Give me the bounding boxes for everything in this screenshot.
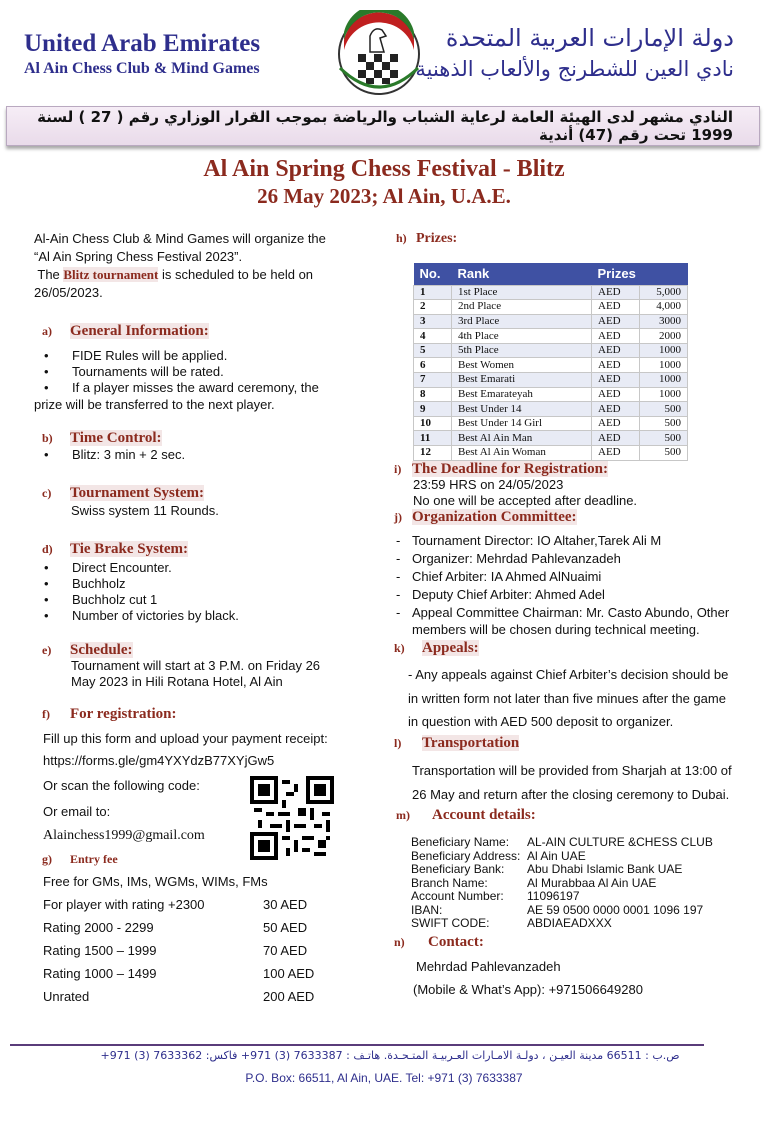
section-deadline: i) The Deadline for Registration: bbox=[394, 461, 608, 477]
prize-cell-amt: 3000 bbox=[640, 314, 688, 329]
section-schedule: e) Schedule: bbox=[42, 642, 133, 658]
schedule-text: Tournament will start at 3 P.M. on Friday 26 May 2023 in Hili Rotana Hotel, Al Ain bbox=[71, 658, 321, 689]
prize-row bbox=[414, 329, 688, 344]
prize-cell-amt: 1000 bbox=[640, 373, 688, 388]
prize-cell-rank: 3rd Place bbox=[452, 314, 592, 329]
list-item: • If a player misses the award ceremony, the bbox=[34, 380, 364, 396]
prize-row bbox=[414, 402, 688, 417]
account-key: Beneficiary Name: bbox=[411, 835, 510, 849]
account-table bbox=[411, 836, 713, 931]
prize-cell-no: 7 bbox=[414, 373, 452, 388]
prize-cell-amt: 500 bbox=[640, 402, 688, 417]
prize-cell-cur: AED bbox=[592, 300, 640, 315]
contact-phone: (Mobile & What’s App): +971506649280 bbox=[413, 982, 643, 997]
footer-divider bbox=[10, 1044, 704, 1046]
general-tail: prize will be transferred to the next player. bbox=[34, 397, 275, 412]
prize-cell-no: 8 bbox=[414, 387, 452, 402]
prize-cell-rank: 2nd Place bbox=[452, 300, 592, 315]
prize-cell-no: 11 bbox=[414, 431, 452, 446]
account-key: Account Number: bbox=[411, 889, 504, 903]
festival-date: 26 May 2023; Al Ain, U.A.E. bbox=[257, 184, 511, 208]
header-ar-subtitle: نادي العين للشطرنج والألعاب الذهنية bbox=[415, 57, 734, 81]
fee-label: Rating 1000 – 1499 bbox=[43, 966, 157, 981]
prize-cell-rank: Best Emarateyah bbox=[452, 387, 592, 402]
account-value: ABDIAEADXXX bbox=[527, 916, 612, 930]
prize-cell-cur: AED bbox=[592, 402, 640, 417]
prize-cell-rank: 5th Place bbox=[452, 343, 592, 358]
prize-cell-cur: AED bbox=[592, 446, 640, 461]
registration-scan: Or scan the following code: bbox=[43, 778, 200, 793]
list-item: • Buchholz cut 1 bbox=[34, 592, 239, 608]
intro-text bbox=[34, 230, 364, 302]
account-key: Beneficiary Address: bbox=[411, 848, 521, 863]
prize-cell-rank: 4th Place bbox=[452, 329, 592, 344]
prize-cell-amt: 1000 bbox=[640, 343, 688, 358]
account-value: Al Ain UAE bbox=[527, 848, 586, 863]
prize-cell-cur: AED bbox=[592, 343, 640, 358]
prize-cell-no: 6 bbox=[414, 358, 452, 373]
chess-logo-icon bbox=[330, 10, 428, 102]
fee-amount: 100 AED bbox=[263, 966, 315, 981]
account-value: AE 59 0500 0000 0001 1096 197 bbox=[527, 902, 704, 917]
intro-line: “Al Ain Spring Chess Festival 2023”. bbox=[34, 249, 243, 264]
intro-line: The Blitz tournament is scheduled to be held on bbox=[34, 267, 314, 282]
committee-list bbox=[394, 532, 764, 622]
registration-email[interactable]: Alainchess1999@gmail.com bbox=[43, 828, 205, 843]
prize-cell-rank: Best Al Ain Man bbox=[452, 431, 592, 446]
fee-amount: 70 AED bbox=[263, 943, 308, 958]
fee-amount: 200 AED bbox=[263, 989, 315, 1004]
list-item: - Tournament Director: IO Altaher,Tarek Ali M bbox=[394, 532, 764, 550]
fee-row bbox=[43, 962, 314, 985]
system-text: Swiss system 11 Rounds. bbox=[71, 503, 219, 518]
prize-cell-no: 4 bbox=[414, 329, 452, 344]
intro-line: 26/05/2023. bbox=[34, 285, 103, 300]
account-row bbox=[411, 904, 713, 918]
list-item: • Direct Encounter. bbox=[34, 560, 239, 576]
time-control-list bbox=[34, 447, 185, 463]
registration-banner: النادي مشهر لدى الهيئة العامة لرعاية الشباب والرياضة بموجب القرار الوزاري رقم ( 27 ) لسنة 1999 تحت رقم (47) أندية bbox=[6, 106, 760, 146]
prize-cell-no: 3 bbox=[414, 314, 452, 329]
fee-label: Rating 1500 – 1999 bbox=[43, 943, 157, 958]
prize-cell-amt: 500 bbox=[640, 416, 688, 431]
prize-cell-cur: AED bbox=[592, 314, 640, 329]
account-row bbox=[411, 863, 713, 877]
section-system: c) Tournament System: bbox=[42, 485, 205, 501]
general-list bbox=[34, 348, 364, 396]
section-general: a) General Information: bbox=[42, 323, 209, 339]
prize-row bbox=[414, 373, 688, 388]
account-row bbox=[411, 890, 713, 904]
section-committee: j) Organization Committee: bbox=[394, 509, 577, 525]
fee-amount: 30 AED bbox=[263, 897, 308, 912]
prize-cell-cur: AED bbox=[592, 373, 640, 388]
account-key: IBAN: bbox=[411, 902, 443, 917]
section-appeals: k) Appeals: bbox=[394, 640, 479, 656]
prize-cell-cur: AED bbox=[592, 431, 640, 446]
prize-cell-no: 5 bbox=[414, 343, 452, 358]
list-item: • Buchholz bbox=[34, 576, 239, 592]
prize-cell-no: 10 bbox=[414, 416, 452, 431]
fee-row bbox=[43, 916, 314, 939]
header-en-title: United Arab Emirates bbox=[24, 30, 261, 57]
prize-row bbox=[414, 387, 688, 402]
prize-cell-cur: AED bbox=[592, 387, 640, 402]
footer-arabic: ص.ب : 66511 مدينة العيـن ، دولـة الامـارات العـربيـة المتـحـدة. هاتـف : 7633387 (3) 971+ فاكس: 7633362 (3) 971+ bbox=[100, 1049, 680, 1062]
committee-tail: members will be chosen during technical meeting. bbox=[412, 622, 700, 637]
account-value: Al Murabbaa Al Ain UAE bbox=[527, 875, 657, 890]
prize-cell-rank: 1st Place bbox=[452, 285, 592, 300]
section-transport: l) Transportation bbox=[394, 735, 520, 751]
qr-code[interactable] bbox=[250, 776, 334, 860]
fee-amount: 50 AED bbox=[263, 920, 308, 935]
prize-cell-amt: 500 bbox=[640, 431, 688, 446]
section-registration: f) For registration: bbox=[42, 706, 177, 722]
tiebreak-list bbox=[34, 560, 239, 624]
list-item: - Appeal Committee Chairman: Mr. Casto Abundo, Other bbox=[394, 604, 764, 622]
festival-title: Al Ain Spring Chess Festival - Blitz bbox=[203, 156, 565, 182]
prize-cell-amt: 1000 bbox=[640, 387, 688, 402]
prizes-header-prizes: Prizes bbox=[592, 263, 688, 285]
prizes-header-rank: Rank bbox=[452, 263, 592, 285]
account-row bbox=[411, 877, 713, 891]
fee-row bbox=[43, 893, 314, 916]
club-logo bbox=[330, 10, 428, 102]
prize-cell-no: 2 bbox=[414, 300, 452, 315]
list-item: • Blitz: 3 min + 2 sec. bbox=[34, 447, 185, 463]
registration-email-label: Or email to: bbox=[43, 804, 111, 819]
fee-row bbox=[43, 985, 314, 1008]
deadline-text: 23:59 HRS on 24/05/2023 No one will be accepted after deadline. bbox=[413, 477, 638, 508]
account-key: SWIFT CODE: bbox=[411, 916, 490, 930]
list-item: - Organizer: Mehrdad Pahlevanzadeh bbox=[394, 550, 764, 568]
list-item: • FIDE Rules will be applied. bbox=[34, 348, 364, 364]
prize-cell-cur: AED bbox=[592, 329, 640, 344]
prizes-header-no: No. bbox=[414, 263, 452, 285]
prize-cell-no: 1 bbox=[414, 285, 452, 300]
fee-label: For player with rating +2300 bbox=[43, 897, 205, 912]
contact-name: Mehrdad Pahlevanzadeh bbox=[416, 959, 561, 974]
prize-cell-rank: Best Al Ain Woman bbox=[452, 446, 592, 461]
prize-row bbox=[414, 343, 688, 358]
intro-line: Al-Ain Chess Club & Mind Games will organize the bbox=[34, 231, 326, 246]
list-item: - Deputy Chief Arbiter: Ahmed Adel bbox=[394, 586, 764, 604]
prize-cell-rank: Best Emarati bbox=[452, 373, 592, 388]
prize-cell-cur: AED bbox=[592, 416, 640, 431]
registration-line: Fill up this form and upload your payment receipt: bbox=[43, 731, 328, 746]
prize-row bbox=[414, 416, 688, 431]
fee-label: Rating 2000 - 2299 bbox=[43, 920, 154, 935]
list-item: • Tournaments will be rated. bbox=[34, 364, 364, 380]
registration-url[interactable]: https://forms.gle/gm4YXYdzB77XYjGw5 bbox=[43, 753, 275, 768]
prize-cell-amt: 5,000 bbox=[640, 285, 688, 300]
prize-row bbox=[414, 285, 688, 300]
account-value: 11096197 bbox=[527, 889, 580, 903]
section-tiebreak: d) Tie Brake System: bbox=[42, 541, 189, 557]
section-time-control: b) Time Control: bbox=[42, 430, 162, 446]
footer-english: P.O. Box: 66511, Al Ain, UAE. Tel: +971 (3) 7633387 bbox=[245, 1071, 523, 1085]
appeals-text: - Any appeals against Chief Arbiter’s decision should be in written form not later than five minues after the game in question with AED 500 deposit to organizer. bbox=[408, 667, 729, 729]
account-value: AL-AIN CULTURE &CHESS CLUB bbox=[527, 835, 713, 849]
entry-fee-table bbox=[43, 893, 314, 1008]
prize-cell-amt: 2000 bbox=[640, 329, 688, 344]
prize-cell-rank: Best Women bbox=[452, 358, 592, 373]
prize-cell-cur: AED bbox=[592, 358, 640, 373]
prize-cell-amt: 4,000 bbox=[640, 300, 688, 315]
blitz-highlight: Blitz tournament bbox=[63, 267, 159, 282]
section-entry-fee: g) Entry fee bbox=[42, 852, 118, 866]
account-row bbox=[411, 836, 713, 850]
section-prizes: h) Prizes: bbox=[396, 231, 458, 246]
header-ar-title: دولة الإمارات العربية المتحدة bbox=[445, 24, 734, 52]
section-contact: n) Contact: bbox=[394, 934, 484, 950]
list-item: - Chief Arbiter: IA Ahmed AlNuaimi bbox=[394, 568, 764, 586]
transport-text: Transportation will be provided from Sharjah at 13:00 of 26 May and return after the closing ceremony to Dubai. bbox=[412, 763, 732, 802]
fee-row bbox=[43, 939, 314, 962]
prize-cell-no: 12 bbox=[414, 446, 452, 461]
list-item: • Number of victories by black. bbox=[34, 608, 239, 624]
prize-cell-rank: Best Under 14 Girl bbox=[452, 416, 592, 431]
prize-cell-amt: 1000 bbox=[640, 358, 688, 373]
prize-cell-cur: AED bbox=[592, 285, 640, 300]
prize-cell-amt: 500 bbox=[640, 446, 688, 461]
prize-row bbox=[414, 300, 688, 315]
qr-code-icon bbox=[250, 776, 334, 860]
prize-row bbox=[414, 431, 688, 446]
account-key: Branch Name: bbox=[411, 875, 488, 890]
prize-cell-no: 9 bbox=[414, 402, 452, 417]
section-account: m) Account details: bbox=[396, 807, 536, 823]
prize-row bbox=[414, 314, 688, 329]
prize-row bbox=[414, 446, 688, 461]
account-key: Beneficiary Bank: bbox=[411, 862, 505, 876]
account-value: Abu Dhabi Islamic Bank UAE bbox=[527, 862, 683, 876]
prize-cell-rank: Best Under 14 bbox=[452, 402, 592, 417]
entry-fee-free: Free for GMs, IMs, WGMs, WIMs, FMs bbox=[43, 874, 268, 889]
fee-label: Unrated bbox=[43, 989, 90, 1004]
header-en-subtitle: Al Ain Chess Club & Mind Games bbox=[24, 60, 260, 77]
prizes-table bbox=[413, 263, 688, 461]
prize-row bbox=[414, 358, 688, 373]
account-row bbox=[411, 917, 713, 931]
account-row bbox=[411, 850, 713, 864]
